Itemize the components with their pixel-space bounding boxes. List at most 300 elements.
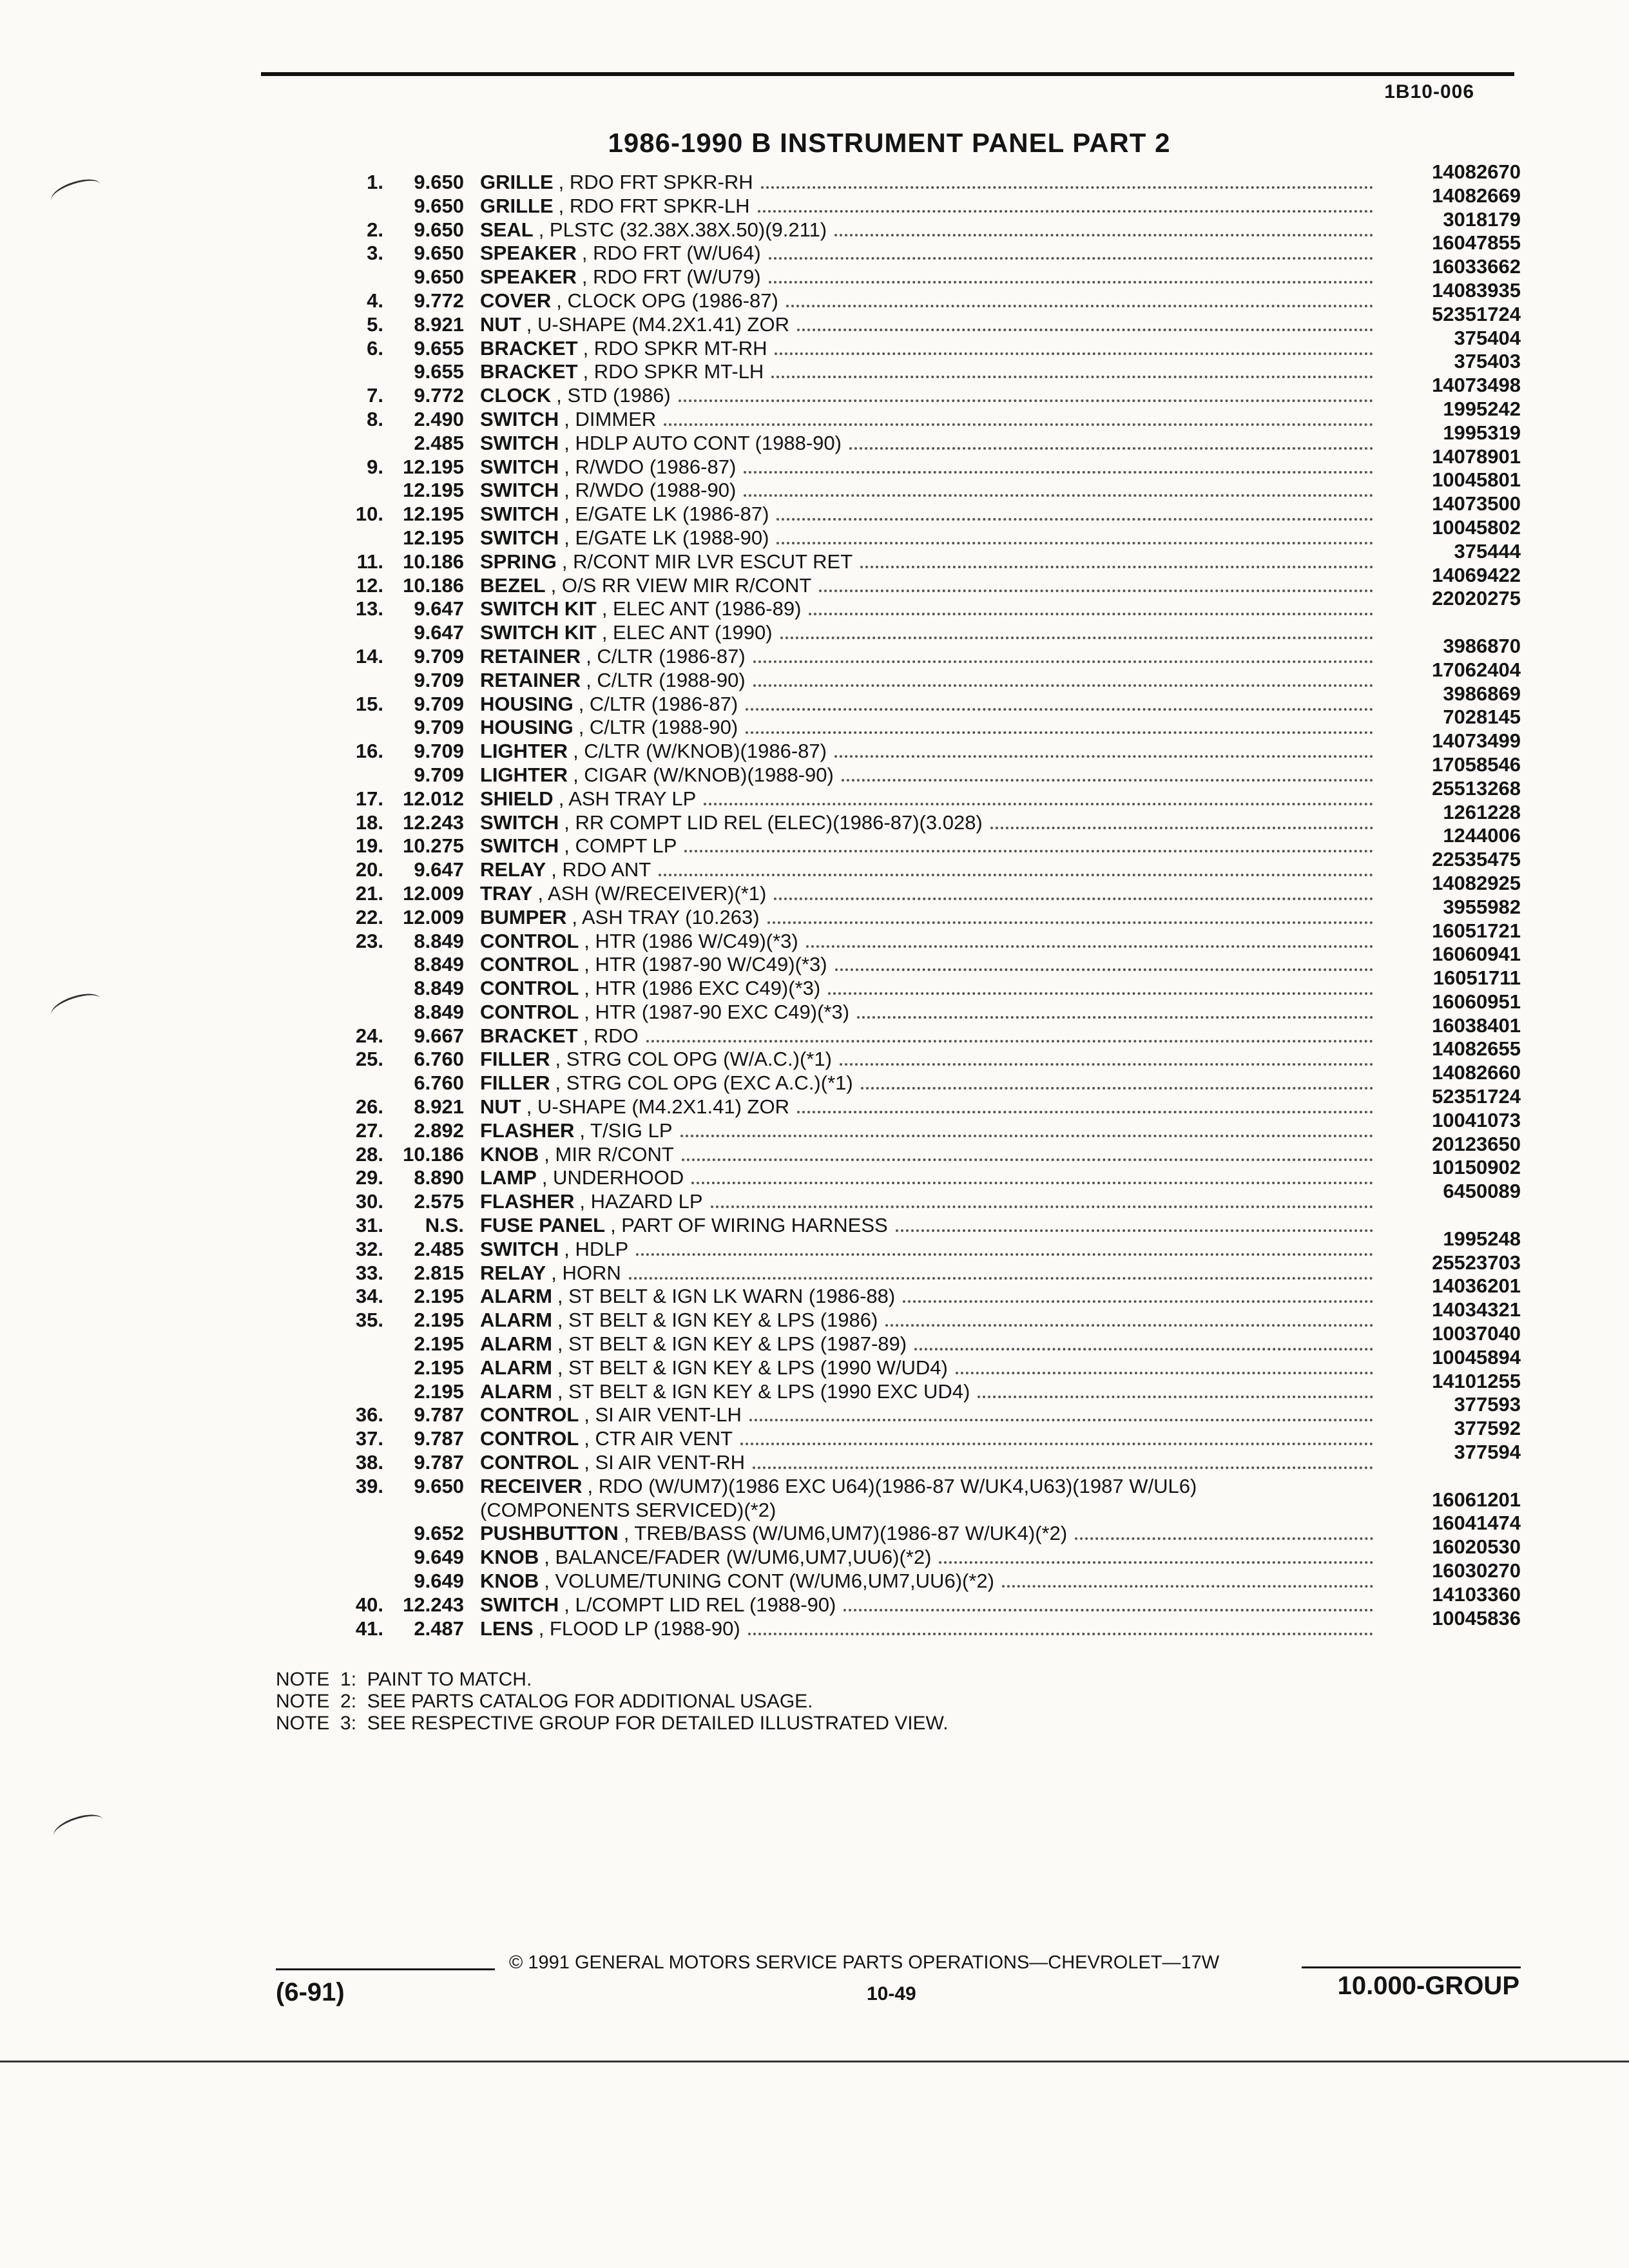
part-row [258, 706, 1521, 739]
dot-leader [797, 1099, 1373, 1113]
part-detail: , RDO FRT SPKR-LH [558, 195, 750, 217]
part-detail: , C/LTR (1988-90) [586, 669, 746, 691]
part-group-number: 2.815 [414, 1261, 464, 1284]
part-number: 14103360 [1432, 1582, 1521, 1606]
dot-leader [776, 506, 1373, 521]
part-detail: , ST BELT & IGN KEY & LPS (1990 EXC UD4) [557, 1380, 970, 1403]
part-number: 16020530 [1432, 1535, 1521, 1559]
part-group-number: 9.772 [414, 289, 464, 312]
part-number: 16051721 [1432, 919, 1521, 942]
note-line: NOTE 1: PAINT TO MATCH. [276, 1669, 532, 1690]
part-row [258, 1345, 1521, 1379]
part-name: FLASHER [480, 1119, 575, 1142]
dot-leader [956, 1360, 1373, 1374]
part-group-number: 2.195 [414, 1332, 464, 1356]
part-group-number: 2.575 [414, 1190, 464, 1213]
dot-leader [849, 436, 1373, 450]
part-group-number: 9.650 [414, 1474, 464, 1497]
dot-leader [834, 222, 1373, 236]
part-group-number: 9.709 [414, 644, 464, 668]
part-item-number: 30. [355, 1190, 383, 1213]
part-item-number: 38. [355, 1451, 383, 1474]
part-group-number: 2.195 [414, 1379, 464, 1403]
part-row [258, 492, 1521, 526]
part-name: SWITCH [480, 526, 559, 549]
part-number: 10045836 [1432, 1606, 1521, 1629]
part-group-number: 10.186 [403, 573, 464, 597]
part-row [258, 1132, 1521, 1166]
part-number: 14078901 [1432, 445, 1521, 468]
part-group-number: 8.849 [414, 929, 464, 952]
dot-leader [744, 459, 1373, 474]
part-name: SWITCH [480, 1593, 559, 1616]
part-row [258, 682, 1521, 715]
part-number: 14082660 [1432, 1061, 1521, 1084]
part-item-number: 3. [367, 242, 383, 265]
part-group-number: 9.649 [414, 1570, 464, 1593]
part-group-number: 9.787 [414, 1451, 464, 1474]
part-name: GRILLE [480, 171, 554, 193]
part-number: 16047855 [1432, 231, 1521, 255]
dot-leader [744, 483, 1373, 497]
part-group-number: 9.647 [414, 621, 464, 644]
part-group-number: 9.709 [414, 668, 464, 691]
dot-leader [840, 1052, 1373, 1066]
dot-leader [682, 1147, 1373, 1161]
part-number: 52351724 [1432, 1085, 1521, 1108]
dot-leader [659, 862, 1373, 876]
part-detail: , CTR AIR VENT [584, 1428, 733, 1450]
part-detail: , STRG COL OPG (EXC A.C.)(*1) [555, 1072, 853, 1095]
dot-leader [761, 175, 1373, 189]
part-row [258, 1469, 1521, 1497]
part-number: 16030270 [1432, 1559, 1521, 1582]
part-item-number: 17. [355, 787, 383, 810]
part-group-number: 9.650 [414, 194, 464, 217]
part-item-number: 26. [355, 1095, 383, 1119]
part-detail: , RDO FRT (W/U64) [581, 242, 761, 265]
part-group-number: 9.709 [414, 692, 464, 715]
part-detail: , U-SHAPE (M4.2X1.41) ZOR [526, 313, 789, 336]
part-detail: , L/COMPT LID REL (1988-90) [564, 1593, 836, 1616]
part-number: 3986869 [1443, 682, 1521, 705]
part-detail: , R/WDO (1988-90) [564, 479, 737, 502]
part-group-number: 12.012 [403, 787, 464, 810]
part-group-number: 12.009 [403, 905, 464, 928]
part-detail: , SI AIR VENT-RH [584, 1452, 746, 1474]
part-number: 22535475 [1432, 848, 1521, 871]
dot-leader [740, 1431, 1373, 1445]
part-number: 3986870 [1443, 634, 1521, 657]
part-name: RETAINER [480, 669, 581, 691]
part-name: LENS [480, 1617, 534, 1640]
part-row [258, 539, 1521, 573]
part-detail: , HAZARD LP [579, 1191, 703, 1213]
part-number: 3018179 [1443, 207, 1521, 231]
part-name: BRACKET [480, 1024, 578, 1047]
part-detail: , RDO SPKR MT-RH [583, 337, 767, 360]
part-number: 10150902 [1432, 1156, 1521, 1179]
part-row [258, 1535, 1521, 1569]
dot-leader [809, 601, 1373, 615]
part-row [258, 1322, 1521, 1356]
part-group-number: 2.490 [414, 407, 464, 430]
part-name: RETAINER [480, 645, 581, 668]
part-item-number: 32. [355, 1237, 383, 1260]
part-number: 14082670 [1432, 160, 1521, 183]
scan-mark [48, 988, 104, 1024]
part-item-number: 9. [367, 455, 383, 478]
part-number: 14082925 [1432, 871, 1521, 894]
part-item-number: 33. [355, 1261, 383, 1284]
part-number: 10045801 [1432, 468, 1521, 492]
part-item-number: 12. [355, 573, 383, 597]
dot-leader [828, 981, 1373, 995]
part-group-number: 12.195 [403, 503, 464, 526]
part-name: PUSHBUTTON [480, 1523, 619, 1545]
part-item-number: 18. [355, 811, 383, 834]
part-name: SWITCH KIT [480, 622, 597, 644]
part-row [258, 421, 1521, 454]
part-group-number: 9.647 [414, 858, 464, 881]
part-row [258, 207, 1521, 241]
part-name: ALARM [480, 1356, 552, 1379]
part-name: FILLER [480, 1048, 550, 1071]
dot-leader [797, 317, 1373, 331]
part-item-number: 19. [355, 834, 383, 858]
part-item-number: 13. [355, 597, 383, 620]
part-item-number: 11. [356, 550, 383, 573]
part-item-number: 7. [367, 384, 383, 407]
part-name: SWITCH [480, 503, 559, 526]
part-name: NUT [480, 1096, 521, 1119]
part-row [258, 800, 1521, 834]
part-row [258, 1441, 1521, 1474]
part-name: CLOCK [480, 385, 552, 407]
bottom-rule [0, 2061, 1629, 2062]
part-number: 25513268 [1432, 776, 1521, 800]
note-line: NOTE 3: SEE RESPECTIVE GROUP FOR DETAILED ILLUSTRATED VIEW. [276, 1713, 949, 1734]
dot-leader [842, 767, 1373, 782]
part-row [258, 1251, 1521, 1284]
part-item-number: 16. [355, 740, 383, 763]
part-row [258, 1488, 1521, 1521]
part-name: SPRING [480, 550, 557, 573]
part-detail: , HORN [551, 1262, 621, 1284]
part-group-number: 10.186 [403, 550, 464, 573]
part-name: SWITCH [480, 1238, 559, 1260]
part-group-number: 8.849 [414, 953, 464, 976]
part-item-number: 24. [355, 1024, 383, 1047]
part-row [258, 563, 1521, 597]
part-detail: , ST BELT & IGN KEY & LPS (1990 W/UD4) [557, 1356, 948, 1379]
part-detail: , PLSTC (32.38X.38X.50)(9.211) [538, 218, 827, 241]
dot-leader [746, 697, 1373, 711]
part-group-number: 12.195 [403, 526, 464, 549]
part-number: 375444 [1454, 539, 1521, 562]
part-detail: , RDO FRT SPKR-RH [558, 171, 753, 193]
dot-leader [806, 934, 1373, 948]
footer-copyright: © 1991 GENERAL MOTORS SERVICE PARTS OPERATIONS—CHEVROLET—17W [509, 1952, 1220, 1973]
part-name: SEAL [480, 218, 534, 241]
part-detail: , TREB/BASS (W/UM6,UM7)(1986-87 W/UK4)(*2) [623, 1523, 1068, 1545]
part-row [258, 658, 1521, 691]
part-group-number: 12.195 [403, 455, 464, 478]
part-name: TRAY [480, 882, 533, 905]
part-row [258, 1085, 1521, 1119]
part-number: 16061201 [1432, 1488, 1521, 1511]
part-row [258, 919, 1521, 952]
part-group-number: 9.652 [414, 1522, 464, 1545]
part-number: 16051711 [1432, 966, 1521, 990]
part-name: BRACKET [480, 337, 578, 360]
part-detail: , HDLP AUTO CONT (1988-90) [564, 432, 842, 454]
part-number: 1995242 [1443, 397, 1521, 420]
footer-rule-right [1302, 1966, 1521, 1968]
part-row [258, 966, 1521, 1000]
part-item-number: 5. [367, 312, 383, 336]
dot-leader [771, 364, 1373, 378]
part-group-number: 6.760 [414, 1072, 464, 1095]
part-name: CONTROL [480, 1452, 579, 1474]
part-group-number: 9.647 [414, 597, 464, 620]
part-detail: , R/CONT MIR LVR ESCUT RET [561, 550, 853, 573]
dot-leader [1075, 1526, 1373, 1540]
part-name: BUMPER [480, 906, 567, 928]
part-detail: , ELEC ANT (1986-89) [601, 598, 802, 620]
part-detail: , ST BELT & IGN KEY & LPS (1986) [557, 1309, 878, 1332]
dot-leader [691, 1170, 1373, 1184]
part-group-number: 9.787 [414, 1403, 464, 1427]
part-detail: , SI AIR VENT-LH [584, 1404, 742, 1427]
dot-leader [753, 649, 1373, 663]
part-name: SPEAKER [480, 266, 577, 289]
part-detail: , C/LTR (W/KNOB)(1986-87) [573, 740, 827, 763]
part-number: 14082669 [1432, 184, 1521, 207]
part-row [258, 1180, 1521, 1213]
part-row [258, 255, 1521, 289]
part-item-number: 39. [355, 1474, 383, 1497]
part-group-number: 2.195 [414, 1356, 464, 1379]
part-group-number: 2.487 [414, 1617, 464, 1640]
part-number: 377594 [1454, 1441, 1521, 1464]
part-group-number: 9.772 [414, 384, 464, 407]
part-name: FILLER [480, 1072, 550, 1095]
page-code: 1B10-006 [1384, 81, 1474, 102]
dot-leader [843, 1597, 1373, 1611]
part-row [258, 374, 1521, 407]
part-detail: , RDO FRT (W/U79) [581, 266, 761, 289]
part-group-number: 8.890 [414, 1166, 464, 1189]
dot-leader [939, 1550, 1373, 1564]
dot-leader [835, 957, 1373, 971]
part-detail: , C/LTR (1988-90) [578, 716, 738, 739]
dot-leader [758, 198, 1373, 213]
part-row [258, 943, 1521, 976]
part-row [258, 824, 1521, 858]
part-group-number: 8.921 [414, 312, 464, 336]
part-name: SPEAKER [480, 242, 577, 265]
part-number: 10045894 [1432, 1345, 1521, 1369]
footer-page-number: 10-49 [867, 1983, 916, 2004]
part-detail: , RDO (W/UM7)(1986 EXC U64)(1986-87 W/UK4,U63)(1987 W/UL6) [587, 1475, 1197, 1497]
part-name: LAMP [480, 1167, 537, 1189]
part-row [258, 895, 1521, 928]
part-detail: , E/GATE LK (1986-87) [564, 503, 769, 526]
dot-leader [861, 1075, 1373, 1090]
dot-leader [664, 412, 1373, 426]
part-row [258, 1417, 1521, 1450]
part-name: BRACKET [480, 361, 578, 383]
dot-leader [704, 791, 1373, 805]
part-number: 14073500 [1432, 492, 1521, 515]
part-name: BEZEL [480, 574, 546, 597]
part-number: 375404 [1454, 326, 1521, 349]
part-name: KNOB [480, 1570, 539, 1593]
part-row [258, 1037, 1521, 1071]
part-row [258, 615, 1521, 644]
part-detail: , RR COMPT LID REL (ELEC)(1986-87)(3.028) [564, 811, 983, 834]
part-item-number: 8. [367, 407, 383, 430]
dot-leader [978, 1384, 1373, 1398]
dot-leader [857, 1004, 1373, 1019]
part-name: ALARM [480, 1333, 552, 1356]
part-detail: , MIR R/CONT [544, 1143, 674, 1166]
part-group-number: 9.650 [414, 265, 464, 289]
part-row [258, 278, 1521, 312]
part-detail: , ASH TRAY (10.263) [572, 906, 760, 928]
part-item-number: 10. [355, 503, 383, 526]
part-row [258, 1014, 1521, 1047]
footer-group: 10.000-GROUP [1337, 1972, 1519, 2000]
part-number: 14101255 [1432, 1369, 1521, 1392]
part-number: 14036201 [1432, 1274, 1521, 1298]
part-name: RELAY [480, 1262, 546, 1284]
part-row [258, 871, 1521, 905]
part-item-number: 40. [355, 1593, 383, 1616]
part-row [258, 160, 1521, 193]
part-row [258, 1298, 1521, 1332]
part-group-number: 2.195 [414, 1285, 464, 1308]
part-row [258, 776, 1521, 810]
footer-rule-left [276, 1968, 495, 1970]
part-number: 14034321 [1432, 1298, 1521, 1321]
part-group-number: 12.243 [403, 1593, 464, 1616]
part-row [258, 1582, 1521, 1616]
dot-leader [636, 1242, 1373, 1256]
dot-leader [749, 1407, 1373, 1421]
part-number: 7028145 [1443, 706, 1521, 729]
part-number: 16041474 [1432, 1512, 1521, 1535]
part-item-number: 25. [355, 1048, 383, 1071]
part-detail: , C/LTR (1986-87) [578, 693, 738, 715]
part-name: HOUSING [480, 693, 574, 715]
dot-leader [748, 1621, 1373, 1635]
part-row [258, 1606, 1521, 1640]
part-group-number: 9.709 [414, 740, 464, 763]
part-number: 1244006 [1443, 824, 1521, 847]
part-number: 14082655 [1432, 1037, 1521, 1061]
part-item-number: 31. [355, 1214, 383, 1237]
part-row [258, 1227, 1521, 1260]
part-group-number: 9.655 [414, 360, 464, 383]
part-group-number: 10.275 [403, 834, 464, 858]
part-name: SWITCH [480, 432, 559, 454]
dot-leader [769, 245, 1373, 260]
part-item-number: 21. [355, 881, 383, 905]
part-name: NUT [480, 313, 521, 336]
part-number: 14069422 [1432, 563, 1521, 586]
part-number: 14073499 [1432, 729, 1521, 753]
part-name: CONTROL [480, 1428, 579, 1450]
part-row [258, 350, 1521, 383]
part-group-number: 2.892 [414, 1119, 464, 1142]
part-detail: , HTR (1986 W/C49)(*3) [584, 930, 798, 952]
part-name: CONTROL [480, 930, 579, 952]
part-number: 17058546 [1432, 753, 1521, 776]
part-detail: , HTR (1986 EXC C49)(*3) [584, 977, 821, 1000]
part-detail: , HTR (1987-90 W/C49)(*3) [584, 954, 827, 976]
part-name: ALARM [480, 1380, 552, 1403]
part-number: 22020275 [1432, 587, 1521, 610]
part-group-number: 8.849 [414, 1000, 464, 1023]
part-row [258, 587, 1521, 620]
part-group-number: N.S. [425, 1214, 464, 1237]
part-detail: , ASH TRAY LP [558, 787, 697, 810]
part-detail: , O/S RR VIEW MIR R/CONT [550, 574, 812, 597]
dot-leader [834, 744, 1373, 758]
dot-leader [860, 554, 1373, 568]
part-number: 16033662 [1432, 255, 1521, 278]
part-row [258, 1156, 1521, 1189]
dot-leader [885, 1312, 1373, 1327]
part-item-number: 4. [367, 289, 383, 312]
part-detail: , RDO SPKR MT-LH [583, 361, 764, 383]
part-detail: , ST BELT & IGN LK WARN (1986-88) [557, 1285, 896, 1308]
part-number: 20123650 [1432, 1132, 1521, 1155]
part-row [258, 1061, 1521, 1095]
part-detail: , HDLP [564, 1238, 629, 1260]
part-number: 377593 [1454, 1393, 1521, 1416]
part-name: ALARM [480, 1285, 552, 1308]
part-detail: , RDO ANT [551, 859, 651, 881]
part-name: SWITCH KIT [480, 598, 597, 620]
part-detail: , STD (1986) [556, 385, 671, 407]
dot-leader [819, 578, 1373, 592]
part-name: ALARM [480, 1309, 552, 1332]
part-row [258, 848, 1521, 881]
dot-leader [896, 1218, 1373, 1232]
part-number: 10045802 [1432, 515, 1521, 539]
part-group-number: 9.650 [414, 242, 464, 265]
part-row [258, 184, 1521, 217]
part-detail: , STRG COL OPG (W/A.C.)(*1) [555, 1048, 832, 1071]
part-item-number: 15. [355, 692, 383, 715]
dot-leader [780, 625, 1373, 639]
dot-leader [629, 1265, 1373, 1280]
top-rule [261, 72, 1514, 76]
part-detail: , BALANCE/FADER (W/UM6,UM7,UU6)(*2) [544, 1546, 932, 1569]
part-group-number: 12.243 [403, 811, 464, 834]
dot-leader [646, 1028, 1373, 1043]
part-description [480, 1618, 1376, 1640]
part-detail: , COMPT LP [564, 835, 677, 858]
part-group-number: 9.655 [414, 336, 464, 360]
part-name: FLASHER [480, 1191, 575, 1213]
part-name: LIGHTER [480, 764, 568, 786]
part-detail: , FLOOD LP (1988-90) [538, 1617, 740, 1640]
part-detail: , CLOCK OPG (1986-87) [556, 289, 778, 312]
